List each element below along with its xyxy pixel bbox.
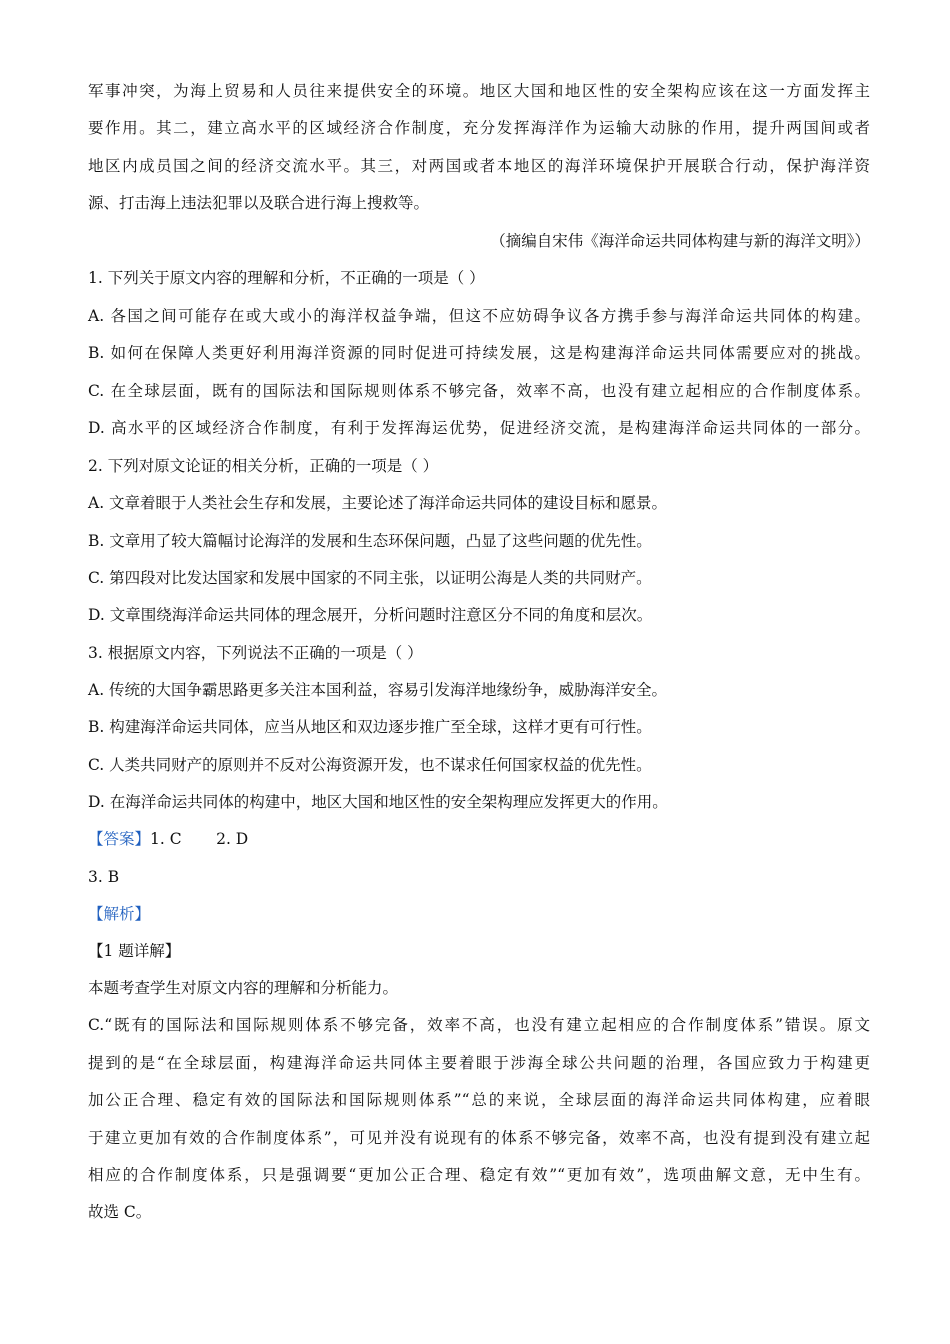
analysis-conclusion: 故选 C。	[88, 1203, 152, 1221]
passage-line: 源、打击海上违法犯罪以及联合进行海上搜救等。	[88, 194, 430, 212]
question-stem: 3. 根据原文内容，下列说法不正确的一项是（ ）	[88, 644, 423, 662]
question-stem: 1. 下列关于原文内容的理解和分析，不正确的一项是（ ）	[88, 269, 485, 287]
option-d: D. 在海洋命运共同体的构建中，地区大国和地区性的安全架构理应发挥更大的作用。	[88, 793, 668, 811]
option-d: D. 高水平的区域经济合作制度，有利于发挥海运优势，促进经济交流，是构建海洋命运共同体的一部分。	[88, 419, 870, 437]
option-a: A. 传统的大国争霸思路更多关注本国利益，容易引发海洋地缘纷争，威胁海洋安全。	[88, 681, 668, 699]
analysis-body-line: 相应的合作制度体系，只是强调要“更加公正合理、稳定有效”“更加有效”，选项曲解文意，无中生有。	[88, 1166, 870, 1184]
option-c: C. 第四段对比发达国家和发展中国家的不同主张，以证明公海是人类的共同财产。	[88, 569, 652, 587]
analysis-intro: 本题考查学生对原文内容的理解和分析能力。	[88, 979, 399, 997]
option-a: A. 各国之间可能存在或大或小的海洋权益争端，但这不应妨碍争议各方携手参与海洋命运共同体的构建。	[88, 307, 870, 325]
passage-line: 军事冲突，为海上贸易和人员往来提供安全的环境。地区大国和地区性的安全架构应该在这一方面发挥主	[88, 82, 870, 100]
option-b: B. 文章用了较大篇幅讨论海洋的发展和生态环保问题，凸显了这些问题的优先性。	[88, 532, 652, 550]
passage-line: 要作用。其二，建立高水平的区域经济合作制度，充分发挥海洋作为运输大动脉的作用，提升两国间或者	[88, 119, 870, 137]
analysis-label: 【解析】	[88, 905, 151, 923]
source-citation: （摘编自宋伟《海洋命运共同体构建与新的海洋文明》）	[490, 232, 870, 250]
question-stem: 2. 下列对原文论证的相关分析，正确的一项是（ ）	[88, 457, 439, 475]
option-d: D. 文章围绕海洋命运共同体的理念展开，分析问题时注意区分不同的角度和层次。	[88, 606, 653, 624]
answer-line-2: 3. B	[88, 868, 120, 886]
analysis-body-line: 提到的是“在全球层面，构建海洋命运共同体主要着眼于涉海全球公共问题的治理，各国应致力于构建更	[88, 1054, 870, 1072]
option-a: A. 文章着眼于人类社会生存和发展，主要论述了海洋命运共同体的建设目标和愿景。	[88, 494, 668, 512]
q1-heading: 【1 题详解】	[88, 942, 181, 960]
option-c: C. 在全球层面，既有的国际法和国际规则体系不够完备，效率不高，也没有建立起相应的合作制度体系。	[88, 382, 870, 400]
analysis-body-line: 加公正合理、稳定有效的国际法和国际规则体系”“总的来说，全球层面的海洋命运共同体构建，应着眼	[88, 1091, 870, 1109]
analysis-body-line: 于建立更加有效的合作制度体系”，可见并没有说现有的体系不够完备，效率不高，也没有提到没有建立起	[88, 1129, 870, 1147]
answer-line	[88, 828, 870, 850]
analysis-body-line: C.“既有的国际法和国际规则体系不够完备，效率不高，也没有建立起相应的合作制度体系”错误。原文	[88, 1016, 870, 1034]
option-b: B. 构建海洋命运共同体，应当从地区和双边逐步推广至全球，这样才更有可行性。	[88, 718, 652, 736]
passage-line: 地区内成员国之间的经济交流水平。其三，对两国或者本地区的海洋环境保护开展联合行动，保护海洋资	[88, 157, 870, 175]
answer-label: 【答案】	[88, 830, 151, 848]
option-b: B. 如何在保障人类更好利用海洋资源的同时促进可持续发展，这是构建海洋命运共同体需要应对的挑战。	[88, 344, 870, 362]
answer-values: 1. C 2. D	[150, 830, 249, 848]
option-c: C. 人类共同财产的原则并不反对公海资源开发，也不谋求任何国家权益的优先性。	[88, 756, 652, 774]
